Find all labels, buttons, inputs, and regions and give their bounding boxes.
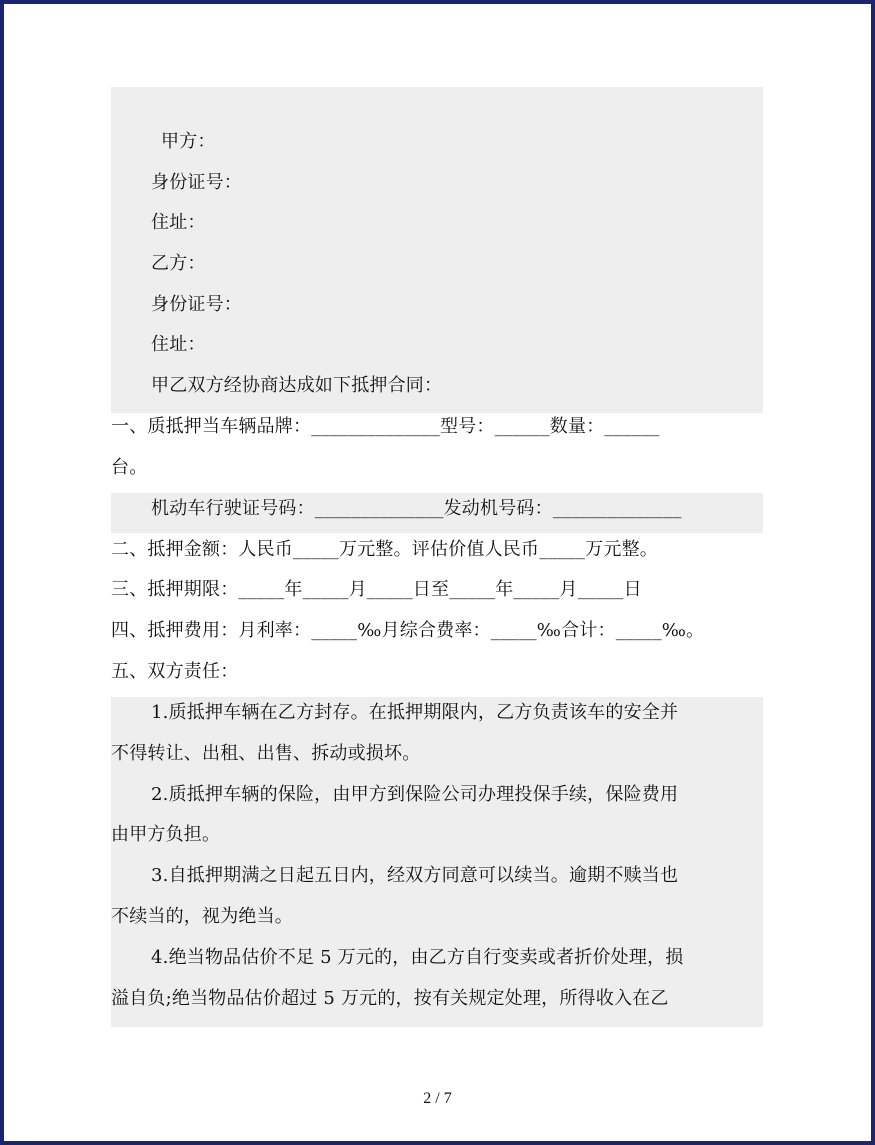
responsibility-3-cont: 不续当的，视为绝当。 (111, 906, 293, 927)
party-b-label: 乙方： (151, 253, 206, 274)
clause-4-fees: 四、抵押费用：月利率：_____‰月综合费率：_____‰合计：_____‰。 (111, 620, 705, 641)
responsibility-4: 4.绝当物品估价不足 5 万元的，由乙方自行变卖或者折价处理，损 (151, 947, 684, 968)
party-a-label: 甲方： (161, 131, 216, 152)
page-number: 2 / 7 (423, 1090, 452, 1107)
party-a-id-label: 身份证号： (151, 172, 242, 193)
clause-5-heading: 五、双方责任： (111, 661, 239, 682)
clause-1-license: 机动车行驶证号码：______________发动机号码：______________ (151, 498, 682, 519)
party-b-id-label: 身份证号： (151, 294, 242, 315)
responsibility-3: 3.自抵押期满之日起五日内，经双方同意可以续当。逾期不赎当也 (151, 865, 679, 886)
responsibility-1-cont: 不得转让、出租、出售、拆动或损坏。 (111, 743, 421, 764)
party-a-address-label: 住址： (151, 212, 206, 233)
agreement-intro: 甲乙双方经协商达成如下抵押合同： (151, 375, 443, 396)
party-b-address-label: 住址： (151, 334, 206, 355)
clause-1-vehicle: 一、质抵押当车辆品牌：______________型号：______数量：______ (111, 416, 660, 437)
clause-3-term: 三、抵押期限：_____年_____月_____日至_____年_____月_____日 (111, 579, 642, 600)
responsibility-2: 2.质抵押车辆的保险，由甲方到保险公司办理投保手续，保险费用 (151, 784, 679, 805)
responsibility-2-cont: 由甲方负担。 (111, 824, 221, 845)
responsibility-4-cont: 溢自负;绝当物品估价超过 5 万元的，按有关规定处理，所得收入在乙 (111, 988, 669, 1009)
responsibility-1: 1.质抵押车辆在乙方封存。在抵押期限内，乙方负责该车的安全并 (151, 702, 679, 723)
clause-1-vehicle-cont: 台。 (111, 457, 148, 478)
clause-2-amount: 二、抵押金额：人民币_____万元整。评估价值人民币_____万元整。 (111, 539, 658, 560)
